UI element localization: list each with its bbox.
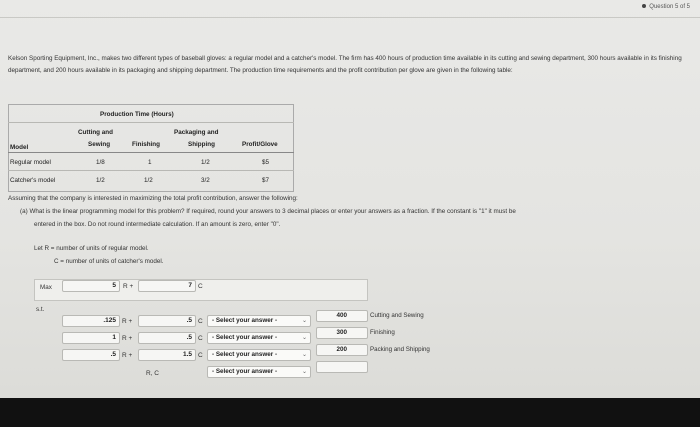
constraint-3-label: Packing and Shipping xyxy=(370,346,430,353)
chevron-down-icon: ⌄ xyxy=(301,352,307,358)
header-cutting-1: Cutting and xyxy=(78,129,113,136)
row-regular-cutting: 1/8 xyxy=(96,159,105,166)
divider xyxy=(0,17,700,18)
row-catcher-packaging: 3/2 xyxy=(201,177,210,184)
select-label: - Select your answer - xyxy=(212,351,278,358)
constraint-1-relation-select[interactable] xyxy=(207,315,311,327)
constraint-1-r-coefficient-input[interactable]: .125 xyxy=(62,315,120,327)
header-packaging-2: Shipping xyxy=(188,141,215,148)
row-catcher-finishing: 1/2 xyxy=(144,177,153,184)
constraint-2-relation-select[interactable] xyxy=(207,332,311,344)
constraint-1-c-variable: C xyxy=(198,318,203,325)
problem-statement: Kelson Sporting Equipment, Inc., makes two different types of baseball gloves: a regular model and a catcher's model. The firm has 400 hours of production time available in its cutting and sewing department, 300 hours available in its finishing department, and 200 hours available in its packaging and shipping department. The production time requirements and the profit contribution per glove are given in the following table: xyxy=(8,55,682,74)
objective-c-coefficient-input[interactable]: 7 xyxy=(138,280,196,292)
constraint-2-r-variable: R + xyxy=(122,335,133,342)
select-label: - Select your answer - xyxy=(212,317,278,324)
nonnegativity-variables: R, C xyxy=(146,370,159,377)
variable-r-definition: Let R = number of units of regular model. xyxy=(34,245,149,252)
row-regular-finishing: 1 xyxy=(148,159,152,166)
constraint-2-rhs-input[interactable]: 300 xyxy=(316,327,368,339)
constraint-2-r-coefficient-input[interactable]: 1 xyxy=(62,332,120,344)
header-finishing: Finishing xyxy=(132,141,160,148)
chevron-down-icon: ⌄ xyxy=(301,318,307,324)
constraint-3-r-variable: R + xyxy=(122,352,133,359)
row-regular-packaging: 1/2 xyxy=(201,159,210,166)
constraint-3-c-variable: C xyxy=(198,352,203,359)
objective-c-variable: C xyxy=(198,283,203,290)
table-title: Production Time (Hours) xyxy=(100,111,174,118)
dot-icon xyxy=(642,4,646,8)
header-cutting-2: Sewing xyxy=(88,141,111,148)
constraint-2-c-variable: C xyxy=(198,335,203,342)
chevron-down-icon: ⌄ xyxy=(301,335,307,341)
subject-to-label: s.t. xyxy=(36,306,45,313)
table-rule xyxy=(8,170,294,171)
select-label: - Select your answer - xyxy=(212,368,278,375)
constraint-3-c-coefficient-input[interactable]: 1.5 xyxy=(138,349,196,361)
objective-r-variable: R + xyxy=(123,283,134,290)
part-a-instructions: (a) What is the linear programming model for this problem? If required, round your answers to 3 decimal places or enter your answers as a fraction. If the constant is "1" it must be xyxy=(20,208,516,215)
question-indicator-label: Question 5 of 5 xyxy=(649,4,690,10)
constraint-1-c-coefficient-input[interactable]: .5 xyxy=(138,315,196,327)
nonnegativity-relation-select[interactable] xyxy=(207,366,311,378)
row-catcher-model: Catcher's model xyxy=(10,177,56,184)
constraint-2-c-coefficient-input[interactable]: .5 xyxy=(138,332,196,344)
constraint-3-rhs-input[interactable]: 200 xyxy=(316,344,368,356)
row-regular-profit: $5 xyxy=(262,159,270,166)
header-packaging-1: Packaging and xyxy=(174,129,219,136)
variable-c-definition: C = number of units of catcher's model. xyxy=(54,258,164,265)
nonnegativity-rhs-input[interactable] xyxy=(316,361,368,373)
objective-r-coefficient-input[interactable]: 5 xyxy=(62,280,120,292)
question-indicator[interactable] xyxy=(642,4,690,10)
header-profit: Profit/Glove xyxy=(242,141,278,148)
constraint-1-label: Cutting and Sewing xyxy=(370,312,424,319)
row-catcher-profit: $7 xyxy=(262,177,270,184)
assumption-text: Assuming that the company is interested in maximizing the total profit contribution, answer the following: xyxy=(8,195,298,202)
row-catcher-cutting: 1/2 xyxy=(96,177,105,184)
constraint-3-relation-select[interactable] xyxy=(207,349,311,361)
constraint-1-r-variable: R + xyxy=(122,318,133,325)
constraint-3-r-coefficient-input[interactable]: .5 xyxy=(62,349,120,361)
table-rule xyxy=(8,122,294,123)
chevron-down-icon: ⌄ xyxy=(301,369,307,375)
select-label: - Select your answer - xyxy=(212,334,278,341)
table-rule xyxy=(8,152,294,153)
constraint-2-label: Finishing xyxy=(370,329,395,336)
constraint-1-rhs-input[interactable]: 400 xyxy=(316,310,368,322)
header-model: Model xyxy=(10,144,29,151)
part-a-instructions-2: entered in the box. Do not round intermediate calculation. If an amount is zero, enter "0". xyxy=(34,221,281,228)
row-regular-model: Regular model xyxy=(10,159,51,166)
objective-label: Max xyxy=(40,284,52,291)
